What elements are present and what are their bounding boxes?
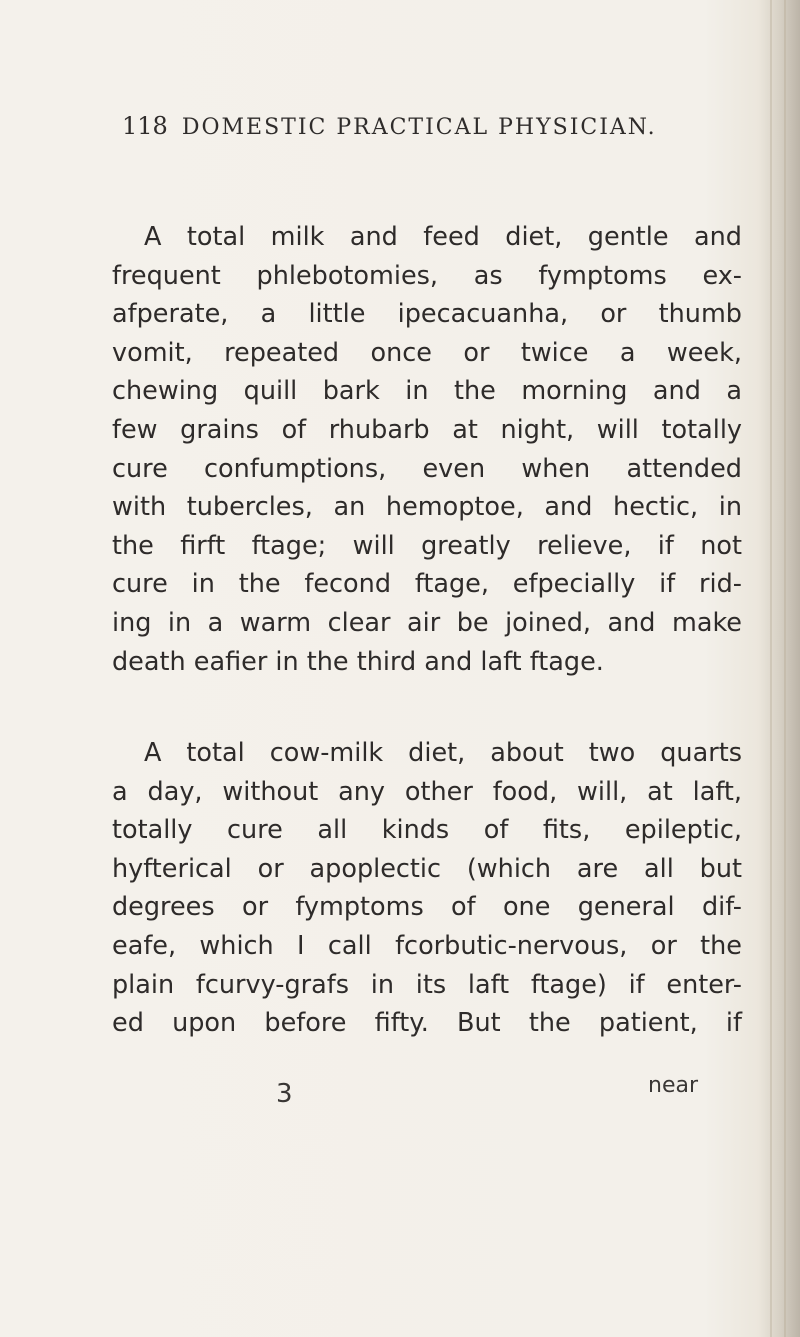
signature-mark: 3 bbox=[276, 1079, 293, 1109]
text-line: degrees or fymptoms of one general dif- bbox=[112, 892, 742, 923]
page-number: 118 bbox=[122, 112, 168, 140]
text-line: the firft ftage; will greatly relieve, if not bbox=[112, 530, 742, 561]
text-line: totally cure all kinds of fits, epileptic, bbox=[112, 815, 742, 846]
page-edge-shadow bbox=[758, 0, 800, 1337]
text-line: eafe, which I call fcorbutic-nervous, or the bbox=[112, 930, 742, 961]
text-line: hyfterical or apoplectic (which are all but bbox=[112, 853, 742, 884]
catchword: near bbox=[648, 1073, 699, 1098]
text-line: with tubercles, an hemoptoe, and hectic, in bbox=[112, 492, 742, 523]
page-edge-line bbox=[784, 0, 786, 1337]
text-line: A total milk and feed diet, gentle and bbox=[144, 222, 742, 252]
text-line: afperate, a little ipecacuanha, or thumb bbox=[112, 299, 742, 330]
page-footer bbox=[0, 1073, 800, 1113]
page-edge-line bbox=[770, 0, 772, 1337]
text-line: a day, without any other food, will, at laft, bbox=[112, 776, 742, 807]
text-line: death eafier in the third and laft ftage. bbox=[112, 646, 604, 677]
text-line: vomit, repeated once or twice a week, bbox=[112, 337, 742, 368]
text-line: chewing quill bark in the morning and a bbox=[112, 376, 742, 407]
text-line: few grains of rhubarb at night, will totally bbox=[112, 414, 742, 445]
text-line: frequent phlebotomies, as fymptoms ex- bbox=[112, 260, 742, 291]
paragraph bbox=[112, 218, 742, 681]
running-title: DOMESTIC PRACTICAL PHYSICIAN. bbox=[181, 115, 657, 140]
running-header bbox=[122, 112, 657, 140]
paragraph bbox=[112, 734, 742, 1043]
text-line: A total cow-milk diet, about two quarts bbox=[144, 738, 742, 768]
text-line: ing in a warm clear air be joined, and make bbox=[112, 607, 742, 638]
text-line: cure in the fecond ftage, efpecially if rid- bbox=[112, 569, 742, 600]
text-line: plain fcurvy-grafs in its laft ftage) if enter- bbox=[112, 969, 742, 1000]
text-line: ed upon before fifty. But the patient, if bbox=[112, 1008, 742, 1039]
text-line: cure confumptions, even when attended bbox=[112, 453, 742, 484]
